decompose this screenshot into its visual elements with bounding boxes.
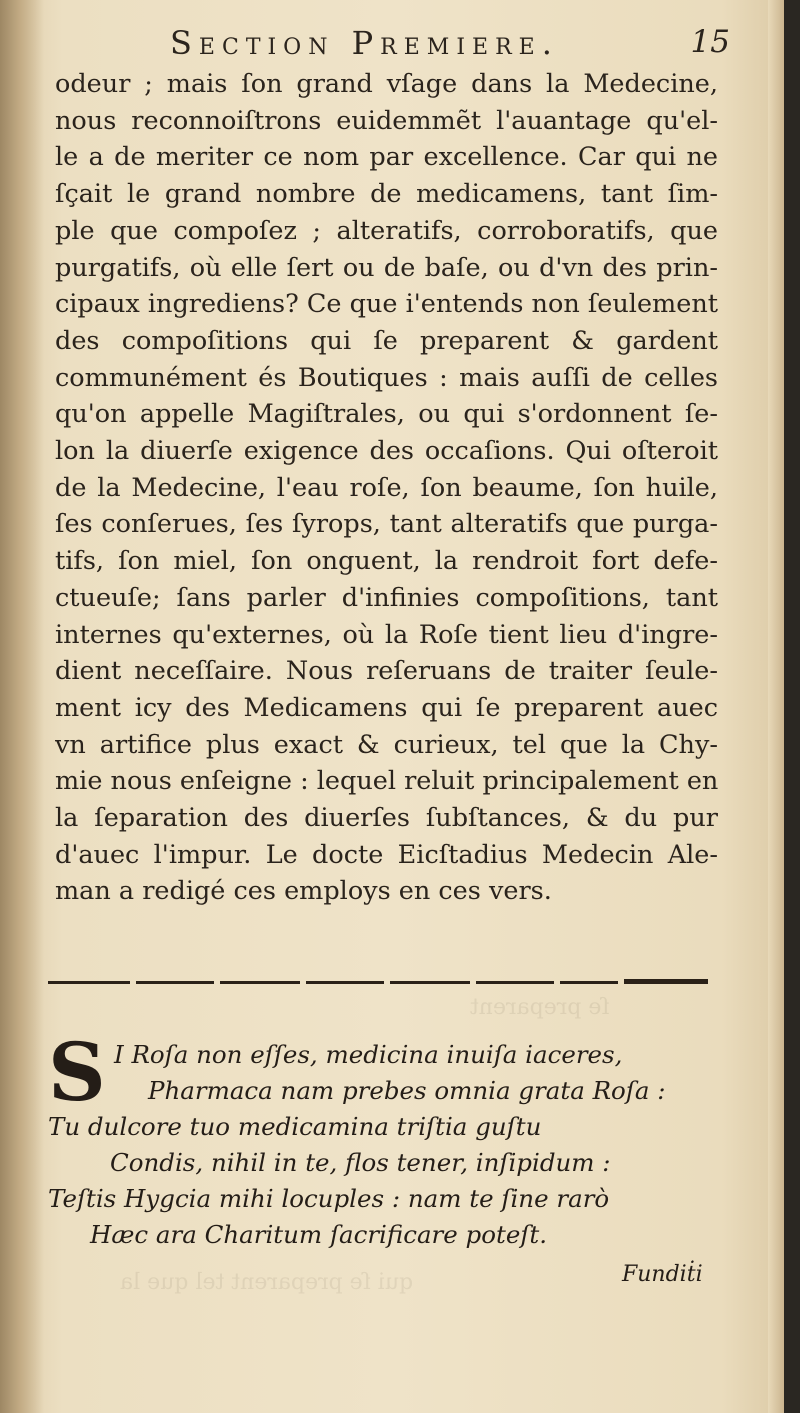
- text-line: nous reconnoiſtrons euidemmẽt l'auantage qu'el-: [55, 105, 718, 136]
- text-line: ſes conſerues, ſes ſyrops, tant alteratifs que purga-: [55, 509, 718, 540]
- running-head: Section Premiere.: [170, 24, 559, 62]
- text-line: la ſeparation des diuerſes ſubſtances, & du pur: [55, 803, 718, 834]
- text-line: ple que compoſez ; alteratifs, corroboratifs, que: [55, 215, 718, 246]
- text-line: purgatifs, où elle ſert ou de baſe, ou d'vn des prin-: [55, 252, 718, 283]
- text-line: dient neceſſaire. Nous reſeruans de traiter ſeule-: [55, 656, 718, 687]
- verse-line: Hæc ara Charitum ſacrificare poteſt.: [90, 1220, 548, 1249]
- show-through-text: qui ſe preparent tel que la: [120, 1270, 414, 1295]
- text-line: communément és Boutiques : mais auſſi de celles: [55, 362, 718, 393]
- show-through-text: ſe preparent: [470, 995, 610, 1020]
- text-line: des compoſitions qui ſe preparent & gardent: [55, 325, 718, 356]
- page-right-edge: [768, 0, 784, 1413]
- verse-line: I Roſa non eſſes, medicina inuiſa iaceres,: [114, 1040, 623, 1069]
- text-line: lon la diuerſe exigence des occaſions. Qui oſteroit: [55, 436, 718, 467]
- text-line: mie nous enſeigne : lequel reluit principalement en: [55, 766, 718, 797]
- text-line: ctueuſe; ſans parler d'infinies compoſitions, tant: [55, 582, 718, 613]
- text-line: cipaux ingrediens? Ce que i'entends non ſeulement: [55, 289, 718, 320]
- verse-line: Teſtis Hygcia mihi locuples : nam te ſine rarò: [48, 1184, 610, 1213]
- verse-line: Pharmaca nam prebes omnia grata Roſa :: [148, 1076, 666, 1105]
- text-line: ment icy des Medicamens qui ſe preparent auec: [55, 692, 718, 723]
- ornamental-rule: [48, 976, 708, 990]
- text-line: d'auec l'impur. Le docte Eicſtadius Medecin Ale-: [55, 839, 718, 870]
- text-line: vn artifice plus exact & curieux, tel que la Chy-: [55, 729, 718, 760]
- text-line: le a de meriter ce nom par excellence. Car qui ne: [55, 142, 718, 173]
- main-paragraph: [55, 66, 718, 910]
- text-line: de la Medecine, l'eau roſe, ſon beaume, ſon huile,: [55, 472, 718, 503]
- catchword: Fundiṫi: [622, 1262, 703, 1287]
- drop-cap: S: [48, 1025, 106, 1119]
- text-line: internes qu'externes, où la Roſe tient lieu d'ingre-: [55, 619, 718, 650]
- verse-line: Tu dulcore tuo medicamina triſtia guſtu: [48, 1112, 542, 1141]
- page-header: [170, 24, 730, 68]
- verse-line: Condis, nihil in te, flos tener, inſipidum :: [110, 1148, 611, 1177]
- text-line: man a redigé ces employs en ces vers.: [55, 876, 552, 907]
- page-number: 15: [690, 24, 730, 60]
- text-line: qu'on appelle Magiſtrales, ou qui s'ordonnent ſe-: [55, 399, 718, 430]
- text-line: ſçait le grand nombre de medicamens, tant ſim-: [55, 179, 718, 210]
- page-gutter-shadow: [0, 0, 44, 1413]
- text-line: tifs, ſon miel, ſon onguent, la rendroit fort defe-: [55, 546, 718, 577]
- text-line: odeur ; mais ſon grand vſage dans la Medecine,: [55, 69, 718, 99]
